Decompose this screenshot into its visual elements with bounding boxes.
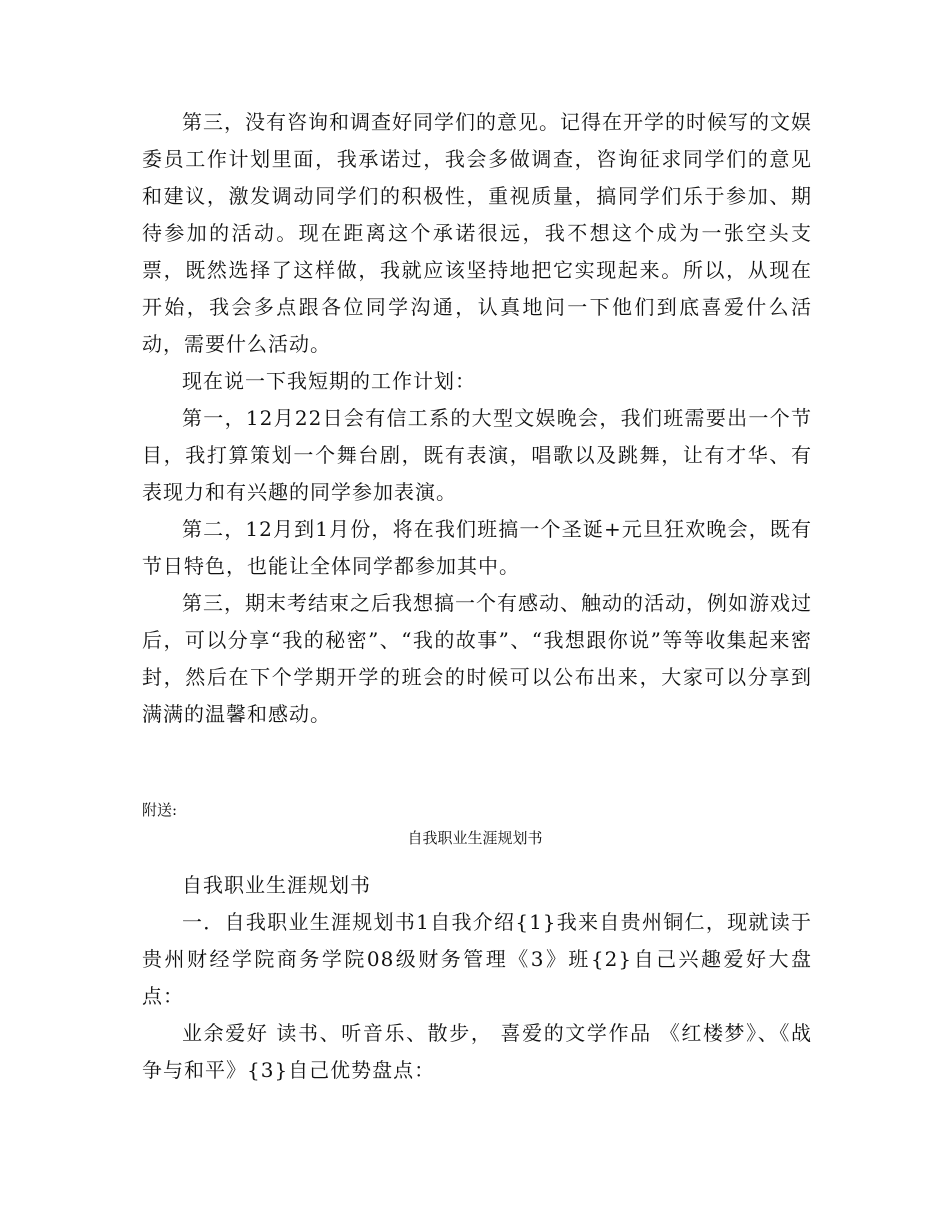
paragraph-plan-second: 第二，12月到1月份，将在我们班搞一个圣诞+元旦狂欢晚会，既有节日特色，也能让全体同学都参加其中。 (142, 517, 812, 578)
appendix-title: 自我职业生涯规划书 (407, 829, 543, 847)
paragraph-survey-opinions: 第三，没有咨询和调查好同学们的意见。记得在开学的时候写的文娱委员工作计划里面，我承诺过，我会多做调查，咨询征求同学们的意见和建议，激发调动同学们的积极性，重视质量，搞同学们乐于参加、期待参加的活动。现在距离这个承诺很远，我不想这个成为一张空头支票，既然选择了这样做，我就应该坚持地把它实现起来。所以，从现在开始，我会多点跟各位同学沟通，认真地问一下他们到底喜爱什么活动，需要什么活动。 (142, 110, 812, 356)
work-plan-section (142, 104, 812, 733)
paragraph-hobbies: 业余爱好 读书、听音乐、散步， 喜爱的文学作品 《红楼梦》、《战争与和平》{3}自己优势盘点： (142, 1021, 812, 1082)
paragraph-plan-third: 第三，期末考结束之后我想搞一个有感动、触动的活动，例如游戏过后，可以分享“我的秘密”、“我的故事”、“我想跟你说”等等收集起来密封，然后在下个学期开学的班会的时候可以公布出来，大家可以分享到满满的温馨和感动。 (142, 591, 812, 726)
paragraph-self-introduction: 一．自我职业生涯规划书1自我介绍{1}我来自贵州铜仁，现就读于贵州财经学院商务学院08级财务管理《3》班{2}自己兴趣爱好大盘点： (142, 910, 812, 1008)
career-plan-section (142, 867, 812, 1089)
paragraph-plan-first: 第一，12月22日会有信工系的大型文娱晚会，我们班需要出一个节目，我打算策划一个舞台剧，既有表演，唱歌以及跳舞，让有才华、有表现力和有兴趣的同学参加表演。 (142, 406, 812, 504)
paragraph-career-heading: 自我职业生涯规划书 (182, 873, 371, 897)
appendix-label: 附送: (142, 801, 178, 819)
paragraph-short-term-plan-intro: 现在说一下我短期的工作计划： (182, 369, 476, 393)
